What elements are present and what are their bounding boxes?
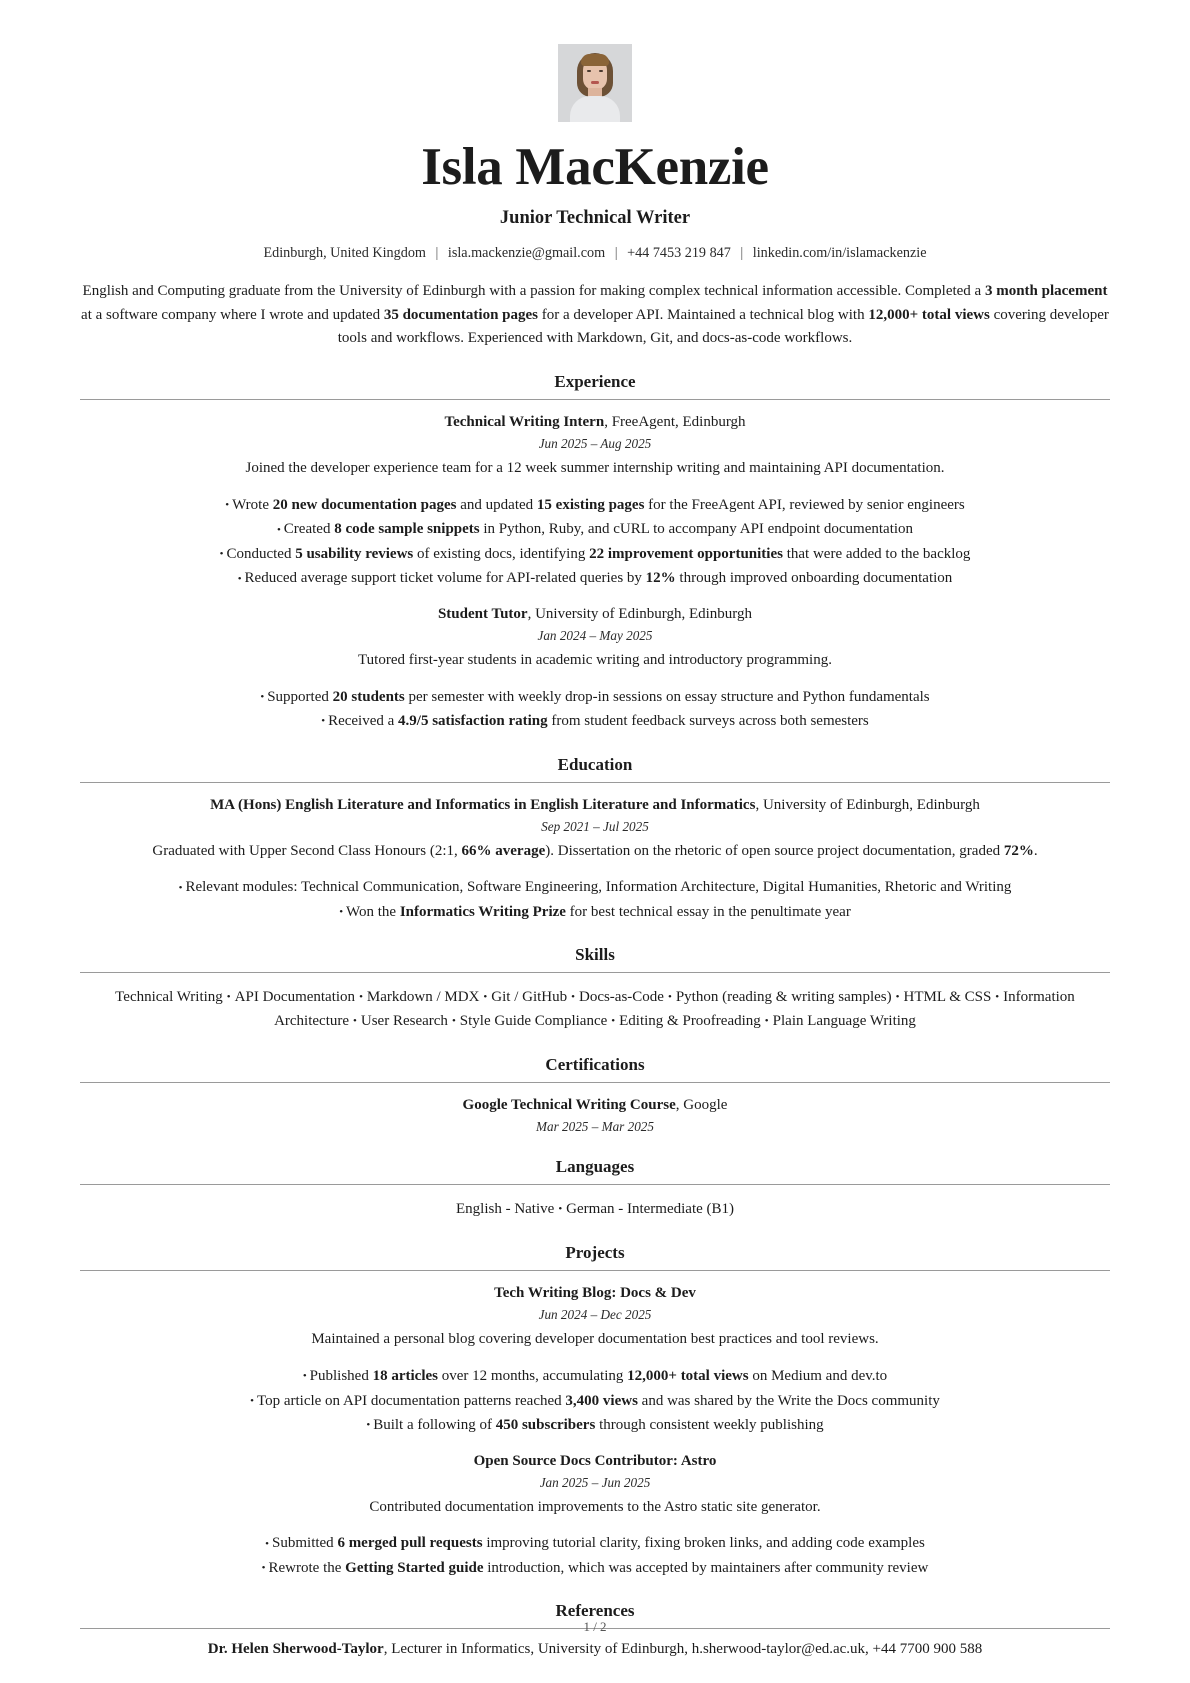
entry-date-range: Sep 2021 – Jul 2025 bbox=[541, 818, 649, 834]
contact-separator-1: | bbox=[435, 245, 439, 262]
body-text: Graduated with Upper Second Class Honours (2:1, bbox=[152, 842, 462, 859]
body-text: through consistent weekly publishing bbox=[595, 1417, 824, 1434]
project-entries bbox=[80, 1283, 1110, 1579]
entry-date-range: Jun 2025 – Aug 2025 bbox=[538, 436, 652, 452]
avatar-eye-left bbox=[587, 70, 591, 72]
body-text: and was shared by the Write the Docs community bbox=[637, 1392, 940, 1409]
entry-description bbox=[80, 841, 1110, 863]
entry-organisation: , University of Edinburgh, Edinburgh bbox=[755, 796, 980, 813]
section-certifications bbox=[80, 1055, 1110, 1135]
bullet-separator-icon: • bbox=[558, 1203, 563, 1216]
bullet-point-icon: • bbox=[250, 1394, 254, 1407]
contact-phone[interactable]: +44 7453 219 847 bbox=[627, 245, 731, 262]
body-text: of existing docs, identifying bbox=[413, 545, 590, 562]
section-divider bbox=[80, 399, 1110, 400]
entry-description: Tutored first-year students in academic writing and introductory programming. bbox=[358, 651, 832, 668]
bullet-point-icon: • bbox=[339, 906, 344, 919]
section-projects bbox=[80, 1243, 1110, 1579]
entry-role: Open Source Docs Contributor: Astro bbox=[473, 1452, 717, 1469]
list-item: HTML & CSS bbox=[903, 989, 992, 1006]
experience-entries bbox=[80, 412, 1110, 733]
list-item bbox=[80, 1532, 1110, 1555]
highlight-text: 6 merged pull requests bbox=[337, 1535, 483, 1552]
avatar-lips bbox=[591, 81, 599, 84]
list-item bbox=[80, 1414, 1110, 1437]
highlight-text: 12% bbox=[645, 570, 676, 587]
entry-organisation: , FreeAgent, Edinburgh bbox=[604, 414, 746, 431]
highlight-text: 3 month placement bbox=[984, 283, 1108, 300]
contact-separator-3: | bbox=[740, 245, 744, 262]
list-item: Information Architecture bbox=[274, 989, 1075, 1030]
avatar-body bbox=[570, 96, 620, 122]
highlight-text: 72% bbox=[1003, 842, 1034, 859]
contact-line bbox=[80, 245, 1110, 262]
list-item bbox=[80, 901, 1110, 924]
body-text: Rewrote the bbox=[268, 1559, 346, 1576]
highlight-text: 12,000+ total views bbox=[627, 1368, 749, 1385]
list-item bbox=[80, 494, 1110, 517]
entry-bullet-list bbox=[80, 1365, 1110, 1437]
contact-linkedin[interactable]: linkedin.com/in/islamackenzie bbox=[752, 245, 927, 262]
body-text: English and Computing graduate from the University of Edinburgh with a passion for making complex technical information accessible. Completed a bbox=[82, 283, 985, 300]
entry bbox=[80, 1451, 1110, 1580]
body-text: Top article on API documentation patterns reached bbox=[256, 1392, 566, 1409]
bullet-point-icon: • bbox=[261, 1562, 266, 1575]
entry-heading bbox=[80, 1451, 1110, 1472]
list-item bbox=[80, 1365, 1110, 1388]
bullet-point-icon: • bbox=[225, 499, 230, 512]
highlight-text: 66% average bbox=[461, 842, 546, 859]
entry-description: Maintained a personal blog covering developer documentation best practices and tool reviews. bbox=[311, 1331, 879, 1348]
certification-entries bbox=[80, 1095, 1110, 1135]
bullet-separator-icon: • bbox=[895, 991, 900, 1004]
entry-date-range: Jan 2025 – Jun 2025 bbox=[539, 1474, 651, 1490]
highlight-text: 18 articles bbox=[372, 1368, 438, 1385]
highlight-text: 12,000+ total views bbox=[868, 306, 990, 323]
list-item bbox=[80, 543, 1110, 566]
body-text: Built a following of bbox=[373, 1417, 496, 1434]
body-text: and updated bbox=[456, 496, 537, 513]
highlight-text: 20 students bbox=[332, 688, 405, 705]
entry-bullet-list bbox=[80, 1532, 1110, 1579]
body-text: for the FreeAgent API, reviewed by senior engineers bbox=[644, 496, 965, 513]
bullet-point-icon: • bbox=[260, 690, 265, 703]
body-text: on Medium and dev.to bbox=[748, 1368, 888, 1385]
bullet-separator-icon: • bbox=[995, 991, 1000, 1004]
body-text: Wrote bbox=[232, 496, 273, 513]
section-languages bbox=[80, 1157, 1110, 1221]
body-text: Won the bbox=[346, 903, 400, 920]
highlight-text: 20 new documentation pages bbox=[272, 496, 457, 513]
list-item bbox=[80, 567, 1110, 590]
list-item: Markdown / MDX bbox=[366, 989, 480, 1006]
list-item: API Documentation bbox=[234, 989, 356, 1006]
body-text: Published bbox=[309, 1368, 373, 1385]
avatar bbox=[558, 44, 632, 122]
entry-description: Contributed documentation improvements to the Astro static site generator. bbox=[369, 1498, 821, 1515]
bullet-point-icon: • bbox=[178, 881, 183, 894]
highlight-text: 15 existing pages bbox=[536, 496, 645, 513]
list-item: Technical Writing bbox=[115, 989, 223, 1006]
reference-entries bbox=[80, 1641, 1110, 1658]
body-text: improving tutorial clarity, fixing broken links, and adding code examples bbox=[482, 1535, 925, 1552]
bullet-separator-icon: • bbox=[611, 1015, 616, 1028]
entry-heading bbox=[80, 1095, 1110, 1116]
list-item: Docs-as-Code bbox=[578, 989, 664, 1006]
section-divider bbox=[80, 1184, 1110, 1185]
body-text: Submitted bbox=[272, 1535, 338, 1552]
entry-role: MA (Hons) English Literature and Informatics in English Literature and Informatics bbox=[210, 796, 756, 813]
section-title-skills: Skills bbox=[575, 945, 615, 965]
bullet-separator-icon: • bbox=[667, 991, 672, 1004]
languages-list bbox=[80, 1197, 1110, 1221]
list-item bbox=[80, 1557, 1110, 1580]
bullet-separator-icon: • bbox=[483, 991, 488, 1004]
skills-list bbox=[80, 985, 1110, 1033]
avatar-eye-right bbox=[599, 70, 603, 72]
reference-detail: , Lecturer in Informatics, University of Edinburgh, h.sherwood-taylor@ed.ac.uk, +44 7700 900 588 bbox=[383, 1641, 983, 1658]
highlight-text: 22 improvement opportunities bbox=[589, 545, 783, 562]
body-text: over 12 months, accumulating bbox=[438, 1368, 628, 1385]
profile-summary bbox=[80, 280, 1110, 350]
list-item bbox=[80, 876, 1110, 899]
list-item: User Research bbox=[360, 1013, 448, 1030]
body-text: Relevant modules: Technical Communication, Software Engineering, Information Architecture, Digital Humanities, Rhetoric and Writing bbox=[185, 879, 1012, 896]
body-text: covering developer tools and workflows. Experienced with Markdown, Git, and docs-as-code workflows. bbox=[337, 306, 1109, 346]
bullet-separator-icon: • bbox=[764, 1015, 769, 1028]
highlight-text: 450 subscribers bbox=[495, 1417, 596, 1434]
entry-date-range: Mar 2025 – Mar 2025 bbox=[536, 1119, 654, 1135]
list-item: Plain Language Writing bbox=[772, 1013, 916, 1030]
reference-name: Dr. Helen Sherwood-Taylor bbox=[207, 1641, 384, 1658]
bullet-point-icon: • bbox=[237, 572, 242, 585]
body-text: for a developer API. Maintained a technical blog with bbox=[538, 306, 869, 323]
list-item: Git / GitHub bbox=[491, 989, 568, 1006]
entry-organisation: , University of Edinburgh, Edinburgh bbox=[527, 605, 753, 622]
entry-organisation: , Google bbox=[675, 1097, 728, 1114]
body-text: that were added to the backlog bbox=[782, 545, 971, 562]
section-title-experience: Experience bbox=[554, 372, 636, 392]
bullet-point-icon: • bbox=[366, 1419, 371, 1432]
bullet-separator-icon: • bbox=[571, 991, 575, 1004]
contact-separator-2: | bbox=[614, 245, 618, 262]
section-divider bbox=[80, 782, 1110, 783]
entry-date-range: Jan 2024 – May 2025 bbox=[537, 627, 653, 643]
highlight-text: Informatics Writing Prize bbox=[399, 903, 566, 920]
entry bbox=[80, 795, 1110, 924]
entry-heading bbox=[80, 604, 1110, 625]
section-title-languages: Languages bbox=[555, 1157, 635, 1177]
entry bbox=[80, 604, 1110, 733]
body-text: through improved onboarding documentation bbox=[675, 570, 953, 587]
bullet-point-icon: • bbox=[302, 1370, 307, 1383]
body-text: per semester with weekly drop-in sessions on essay structure and Python fundamentals bbox=[404, 688, 930, 705]
section-divider bbox=[80, 1270, 1110, 1271]
reference-entry bbox=[80, 1641, 1110, 1658]
entry bbox=[80, 412, 1110, 590]
list-item bbox=[80, 518, 1110, 541]
section-title-projects: Projects bbox=[565, 1243, 625, 1263]
body-text: ). Dissertation on the rhetoric of open source project documentation, graded bbox=[545, 842, 1004, 859]
list-item bbox=[80, 710, 1110, 733]
section-divider bbox=[80, 972, 1110, 973]
contact-email[interactable]: isla.mackenzie@gmail.com bbox=[447, 245, 606, 262]
bullet-separator-icon: • bbox=[353, 1015, 357, 1028]
section-title-education: Education bbox=[557, 754, 633, 774]
highlight-text: 3,400 views bbox=[565, 1392, 638, 1409]
highlight-text: 8 code sample snippets bbox=[334, 521, 480, 538]
entry-heading bbox=[80, 1283, 1110, 1304]
entry-date-range: Jun 2024 – Dec 2025 bbox=[538, 1307, 652, 1323]
list-item: Style Guide Compliance bbox=[459, 1013, 608, 1030]
body-text: . bbox=[1033, 842, 1038, 859]
entry-bullet-list bbox=[80, 686, 1110, 733]
profile-photo-wrapper bbox=[80, 44, 1110, 122]
job-title: Junior Technical Writer bbox=[499, 208, 691, 229]
entry-bullet-list bbox=[80, 876, 1110, 923]
list-item: English - Native bbox=[455, 1201, 555, 1218]
avatar-fringe bbox=[581, 54, 609, 66]
highlight-text: 4.9/5 satisfaction rating bbox=[398, 713, 548, 730]
bullet-separator-icon: • bbox=[451, 1015, 456, 1028]
section-skills bbox=[80, 945, 1110, 1033]
list-item bbox=[80, 686, 1110, 709]
section-title-references: References bbox=[555, 1601, 635, 1621]
page-title: Isla MacKenzie bbox=[421, 138, 769, 196]
entry-description: Joined the developer experience team for a 12 week summer internship writing and maintaining API documentation. bbox=[245, 460, 945, 477]
list-item: German - Intermediate (B1) bbox=[566, 1201, 735, 1218]
entry-heading bbox=[80, 795, 1110, 816]
list-item: Editing & Proofreading bbox=[619, 1013, 761, 1030]
entry bbox=[80, 1283, 1110, 1436]
entry-bullet-list bbox=[80, 494, 1110, 590]
bullet-point-icon: • bbox=[276, 523, 281, 536]
body-text: Created bbox=[283, 521, 335, 538]
body-text: at a software company where I wrote and updated bbox=[81, 306, 384, 323]
highlight-text: Getting Started guide bbox=[345, 1559, 484, 1576]
section-title-certifications: Certifications bbox=[545, 1055, 645, 1075]
bullet-separator-icon: • bbox=[226, 991, 231, 1004]
list-item bbox=[80, 1390, 1110, 1413]
bullet-point-icon: • bbox=[321, 715, 326, 728]
body-text: for best technical essay in the penultimate year bbox=[565, 903, 851, 920]
entry-role: Student Tutor bbox=[437, 605, 528, 622]
body-text: introduction, which was accepted by maintainers after community review bbox=[483, 1559, 929, 1576]
section-divider bbox=[80, 1082, 1110, 1083]
bullet-separator-icon: • bbox=[359, 991, 363, 1004]
page-indicator: 1 / 2 bbox=[583, 1619, 607, 1634]
entry-role: Technical Writing Intern bbox=[444, 414, 605, 431]
entry-role: Tech Writing Blog: Docs & Dev bbox=[494, 1285, 696, 1302]
body-text: Received a bbox=[328, 713, 399, 730]
contact-location: Edinburgh, United Kingdom bbox=[263, 245, 426, 262]
section-experience bbox=[80, 372, 1110, 733]
body-text: from student feedback surveys across both semesters bbox=[547, 713, 869, 730]
body-text: Conducted bbox=[226, 545, 296, 562]
bullet-point-icon: • bbox=[219, 548, 224, 561]
highlight-text: 35 documentation pages bbox=[383, 306, 539, 323]
entry-role: Google Technical Writing Course bbox=[462, 1097, 676, 1114]
entry bbox=[80, 1095, 1110, 1135]
entry-heading bbox=[80, 412, 1110, 433]
body-text: Reduced average support ticket volume for API-related queries by bbox=[244, 570, 646, 587]
section-education bbox=[80, 755, 1110, 924]
body-text: in Python, Ruby, and cURL to accompany API endpoint documentation bbox=[479, 521, 914, 538]
list-item: Python (reading & writing samples) bbox=[675, 989, 892, 1006]
education-entries bbox=[80, 795, 1110, 924]
body-text: Supported bbox=[267, 688, 333, 705]
bullet-point-icon: • bbox=[265, 1537, 270, 1550]
highlight-text: 5 usability reviews bbox=[295, 545, 414, 562]
